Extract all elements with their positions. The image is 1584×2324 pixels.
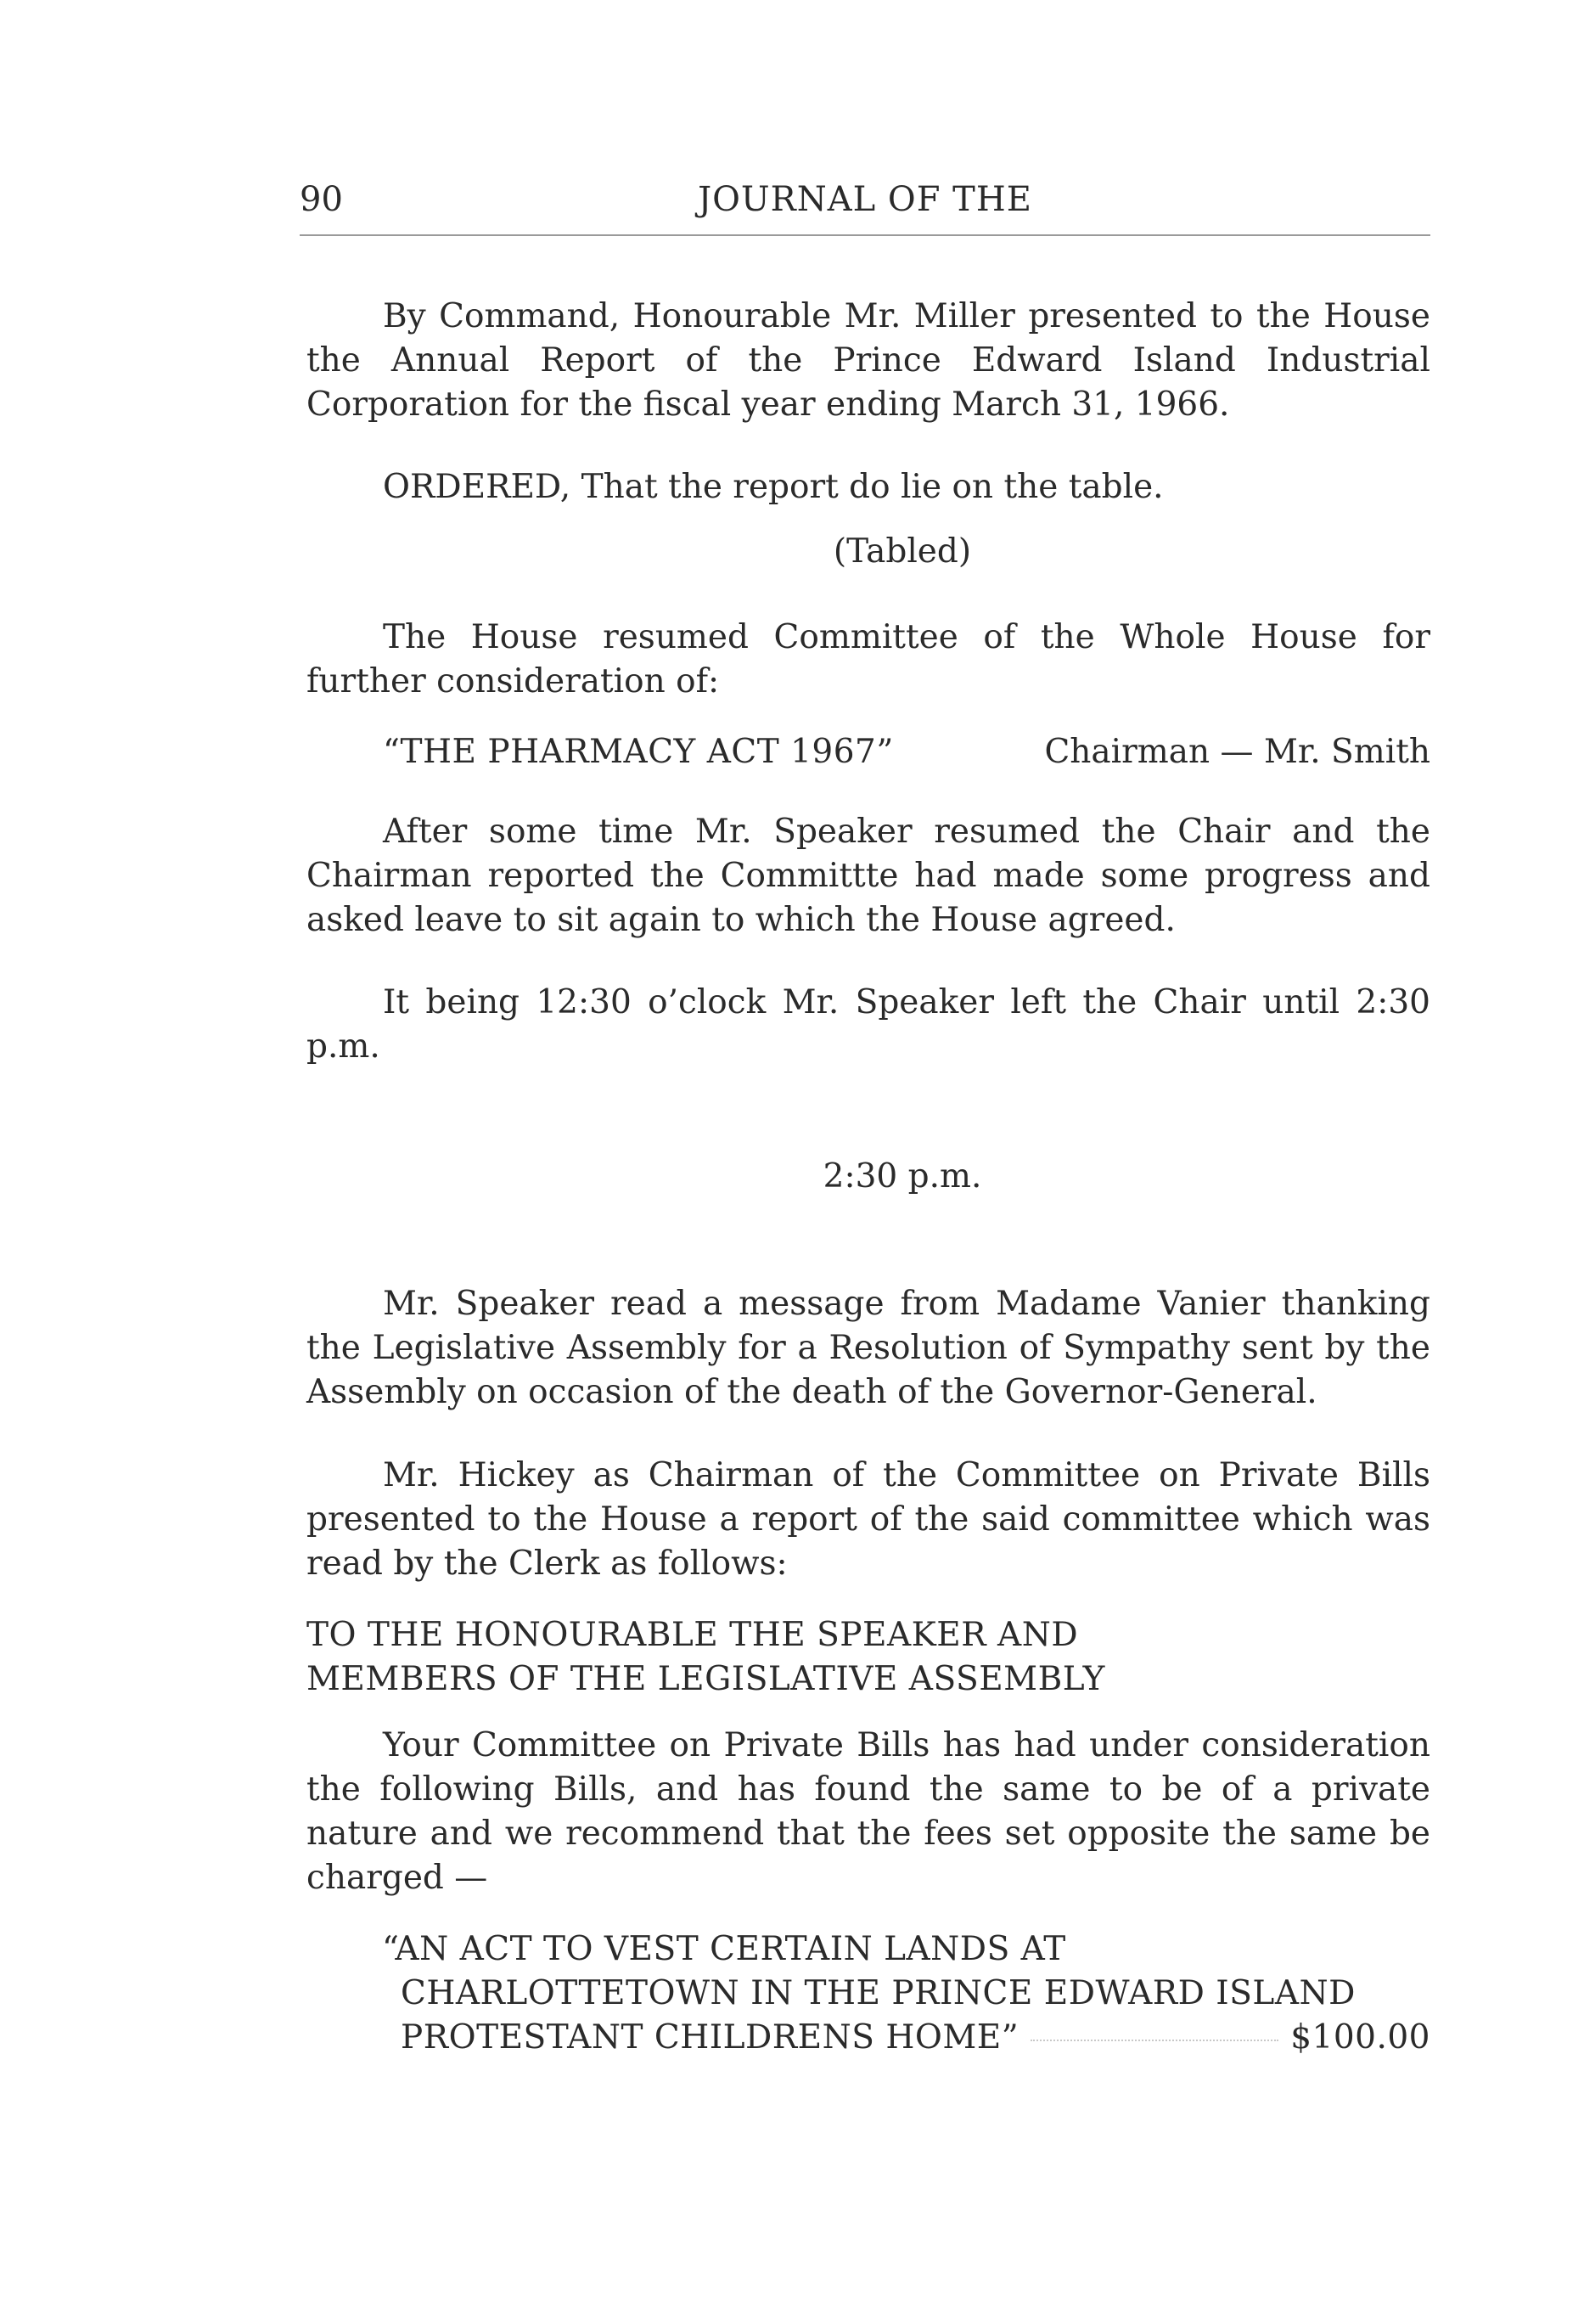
paragraph-private-bills-report: Mr. Hickey as Chairman of the Committee on Private Bills presented to the House a report of the said committee which was read by the Clerk as follows: (306, 1456, 1430, 1583)
pharmacy-act-title: “THE PHARMACY ACT 1967” (383, 733, 894, 771)
paragraph-ordered: ORDERED, That the report do lie on the table. (383, 468, 1164, 506)
bill-chairman-line (306, 730, 1430, 774)
paragraph-recess: It being 12:30 o’clock Mr. Speaker left the Chair until 2:30 p.m. (306, 983, 1430, 1066)
bill-title-line-2: CHARLOTTETOWN IN THE PRINCE EDWARD ISLAND (401, 1974, 1356, 2012)
paragraph-vanier-message: Mr. Speaker read a message from Madame Vanier thanking the Legislative Assembly for a Resolution of Sympathy sent by the Assembly on occasion of the death of the Governor-General. (306, 1285, 1430, 1411)
dot-leader (1031, 2040, 1278, 2041)
bill-title-line-3-text: PROTESTANT CHILDRENS HOME” (401, 2018, 1019, 2057)
afternoon-time-heading: 2:30 p.m. (823, 1157, 982, 1196)
paragraph-report-presented: By Command, Honourable Mr. Miller presented to the House the Annual Report of the Prince Edward Island Industrial Corporation for the fiscal year ending March 31, 1966. (306, 297, 1430, 424)
tabled-note: (Tabled) (833, 532, 972, 571)
bill-title-line-1: “AN ACT TO VEST CERTAIN LANDS AT (382, 1930, 1066, 1968)
running-head: JOURNAL OF THE (698, 180, 1032, 219)
bill-fee: $100.00 (1290, 2018, 1430, 2057)
paragraph-committee-resumed: The House resumed Committee of the Whole House for further consideration of: (306, 618, 1430, 701)
paragraph-committee-statement: Your Committee on Private Bills has had under consideration the following Bills, and has found the same to be of a private nature and we recommend that the fees set opposite the same be charged — (306, 1726, 1430, 1897)
bill-title-line-3 (382, 2016, 1430, 2060)
chairman-name: Chairman — Mr. Smith (1044, 733, 1430, 771)
paragraph-progress: After some time Mr. Speaker resumed the Chair and the Chairman reported the Committte had made some progress and asked leave to sit again to which the House agreed. (306, 813, 1430, 939)
header-rule (300, 234, 1430, 236)
page-header (300, 180, 1430, 228)
report-address (306, 1613, 1430, 1702)
address-line-2: MEMBERS OF THE LEGISLATIVE ASSEMBLY (306, 1660, 1105, 1698)
address-line-1: TO THE HONOURABLE THE SPEAKER AND (306, 1616, 1079, 1654)
bill-list-item (382, 1927, 1430, 2060)
page-number: 90 (300, 180, 343, 219)
